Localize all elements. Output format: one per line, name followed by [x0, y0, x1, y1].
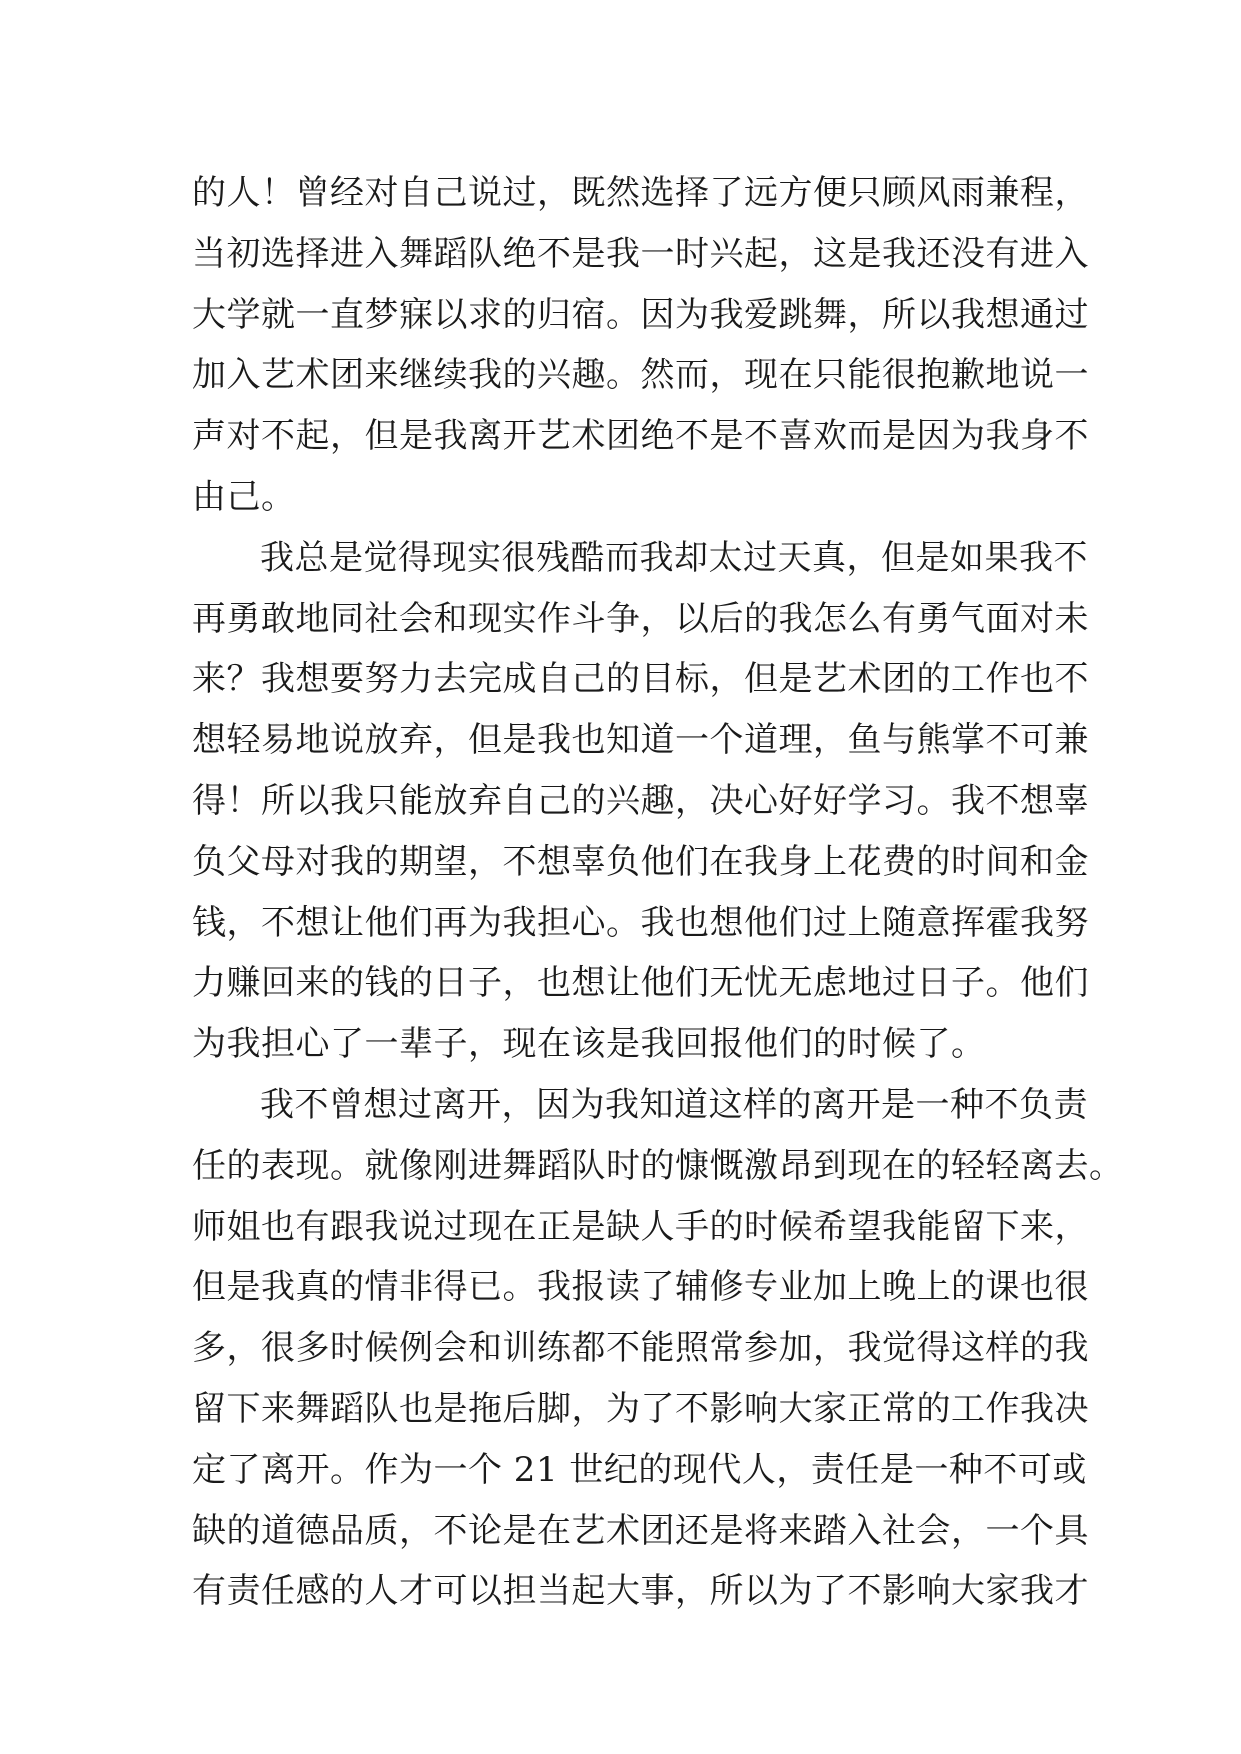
paragraph-2-line-8: 力赚回来的钱的日子，也想让他们无忧无虑地过日子。他们 [192, 963, 1089, 1004]
paragraph-2-line-9: 为我担心了一辈子，现在该是我回报他们的时候了。 [192, 1024, 986, 1065]
paragraph-1-line-4: 加入艺术团来继续我的兴趣。然而，现在只能很抱歉地说一 [192, 355, 1089, 396]
paragraph-3-line-4: 但是我真的情非得已。我报读了辅修专业加上晚上的课也很 [192, 1267, 1089, 1308]
paragraph-2-line-2: 再勇敢地同社会和现实作斗争，以后的我怎么有勇气面对未 [192, 598, 1089, 639]
paragraph-3-line-7: 定了离开。作为一个 21 世纪的现代人，责任是一种不可或 [192, 1449, 1087, 1490]
paragraph-2-line-4: 想轻易地说放弃，但是我也知道一个道理，鱼与熊掌不可兼 [192, 720, 1089, 761]
paragraph-2-line-6: 负父母对我的期望，不想辜负他们在我身上花费的时间和金 [192, 841, 1089, 882]
paragraph-2-line-7: 钱，不想让他们再为我担心。我也想他们过上随意挥霍我努 [192, 902, 1089, 943]
paragraph-3-line-1: 我不曾想过离开，因为我知道这样的离开是一种不负责 [260, 1084, 1088, 1125]
paragraph-2-line-3: 来？我想要努力去完成自己的目标，但是艺术团的工作也不 [192, 659, 1089, 700]
paragraph-3-line-2: 任的表现。就像刚进舞蹈队时的慷慨激昂到现在的轻轻离去。 [192, 1145, 1124, 1186]
paragraph-3-line-8: 缺的道德品质，不论是在艺术团还是将来踏入社会，一个具 [192, 1510, 1089, 1551]
paragraph-3-line-3: 师姐也有跟我说过现在正是缺人手的时候希望我能留下来， [192, 1206, 1089, 1247]
paragraph-2-line-1: 我总是觉得现实很残酷而我却太过天真，但是如果我不 [260, 537, 1088, 578]
document-body [192, 163, 1124, 1622]
paragraph-2-line-5: 得！所以我只能放弃自己的兴趣，决心好好学习。我不想辜 [192, 780, 1089, 821]
paragraph-1-line-6: 由己。 [192, 476, 296, 517]
paragraph-1-line-1: 的人！曾经对自己说过，既然选择了远方便只顾风雨兼程， [192, 173, 1089, 213]
paragraph-1-line-2: 当初选择进入舞蹈队绝不是我一时兴起，这是我还没有进入 [192, 233, 1089, 274]
paragraph-1-line-3: 大学就一直梦寐以求的归宿。因为我爱跳舞，所以我想通过 [192, 294, 1089, 335]
paragraph-3-line-9: 有责任感的人才可以担当起大事，所以为了不影响大家我才 [192, 1571, 1089, 1612]
paragraph-3-line-6: 留下来舞蹈队也是拖后脚，为了不影响大家正常的工作我决 [192, 1388, 1089, 1429]
paragraph-3-line-5: 多，很多时候例会和训练都不能照常参加，我觉得这样的我 [192, 1328, 1089, 1369]
paragraph-1-line-5: 声对不起，但是我离开艺术团绝不是不喜欢而是因为我身不 [192, 416, 1089, 457]
